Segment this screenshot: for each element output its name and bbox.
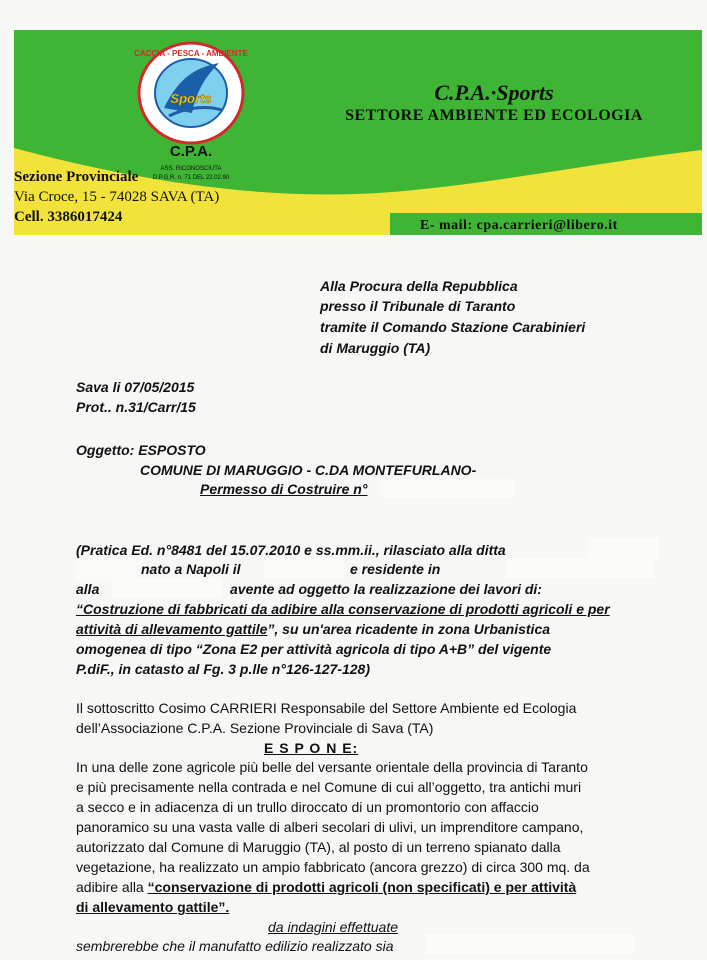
body-line-4: panoramico su una vasta valle di alberi secolari di ulivi, un imprenditore campano, [76,819,584,835]
body-line-3: a secco e in adiacenza di un trullo diroccato di un promontorio con affaccio [76,799,539,815]
sender-block [14,167,219,227]
redaction [76,559,136,579]
pratica-line-7: P.diF., in catasto al Fg. 3 p.lle n°126-127-128) [76,661,371,677]
body-last-a: adibire alla [76,879,148,895]
date-line: Sava li 07/05/2015 [76,379,195,395]
redaction [425,934,635,954]
recipient-line-4: di Maruggio (TA) [320,340,431,356]
indagini-line: da indagini effettuate [268,919,398,935]
pratica-line-5 [76,619,550,639]
logo-sports-text: Sports [170,91,212,106]
body-line-7 [76,877,576,897]
logo-assoc-text: ASS. RICONOSCIUTA [160,166,222,172]
subject-label: Oggetto: ESPOSTO [76,442,206,458]
redaction [264,558,344,578]
intro-line-1: Il sottoscritto Cosimo CARRIERI Responsabile del Settore Ambiente ed Ecologia [76,700,577,716]
pratica-line-6: omogenea di tipo “Zona E2 per attività agricola di tipo A+B” del vigente [76,641,552,657]
protocol-line: Prot.. n.31/Carr/15 [76,399,196,415]
redaction [112,578,222,598]
final-line: sembrerebbe che il manufatto edilizio realizzato sia [76,938,394,954]
logo [134,38,249,188]
section-name: Sezione Provinciale [14,169,139,185]
phone: Cell. 3386017424 [14,209,123,225]
redaction [505,558,655,578]
pratica-line-5a: attività di allevamento gattile [76,621,268,637]
espone-heading: E S P O N E: [264,740,359,756]
subject-permesso: Permesso di Costruire n° [200,481,368,497]
logo-ring-text: CACCIA - PESCA - AMBIENTE [134,49,248,58]
logo-cpa-text: C.P.A. [169,143,213,160]
subject-comune: COMUNE DI MARUGGIO - C.DA MONTEFURLANO- [140,462,477,478]
pratica-line-3b: avente ad oggetto la realizzazione dei lavori di: [230,581,542,597]
pratica-line-3a: alla [76,581,100,597]
redaction [380,479,515,498]
logo-dpgr-text: D.P.G.R. n. 71 DEL 22.02.90 [152,175,230,181]
recipient-line-3: tramite il Comando Stazione Carabinieri [320,319,586,335]
body-line-2: e più precisamente nella contrada e nel Comune di cui all’oggetto, tra antichi muri [76,779,582,795]
pratica-line-2: nato a Napoli il [141,561,241,577]
pratica-line-2b: e residente in [350,561,441,577]
recipient-line-1: Alla Procura della Repubblica [320,278,518,294]
body-last-b: “conservazione di prodotti agricoli (non specificati) e per attività [147,879,577,895]
org-subtitle: SETTORE AMBIENTE ED ECOLOGIA [345,107,643,124]
body-last-c: di allevamento gattile”. [76,899,230,915]
pratica-line-1: (Pratica Ed. n°8481 del 15.07.2010 e ss.mm.ii., rilasciato alla ditta [76,542,506,558]
org-title: C.P.A.·Sports [434,80,554,105]
intro-line-2: dell’Associazione C.P.A. Sezione Provinciale di Sava (TA) [76,720,434,736]
body-line-5: autorizzato dal Comune di Maruggio (TA), al posto di un terreno spianato dalla [76,839,561,855]
body-line-1: In una delle zone agricole più belle del versante orientale della provincia di Taranto [76,759,588,775]
body-line-6: vegetazione, ha realizzato un ampio fabbricato (ancora grezzo) di circa 300 mq. da [76,859,590,875]
redaction [588,538,658,558]
email: E- mail: cpa.carrieri@libero.it [420,218,618,233]
pratica-line-4: “Costruzione di fabbricati da adibire alla conservazione di prodotti agricoli e per [76,601,610,617]
pratica-line-5b: ”, su un'area ricadente in zona Urbanistica [267,621,551,637]
address: Via Croce, 15 - 74028 SAVA (TA) [14,189,220,205]
recipient-line-2: presso il Tribunale di Taranto [320,298,516,314]
